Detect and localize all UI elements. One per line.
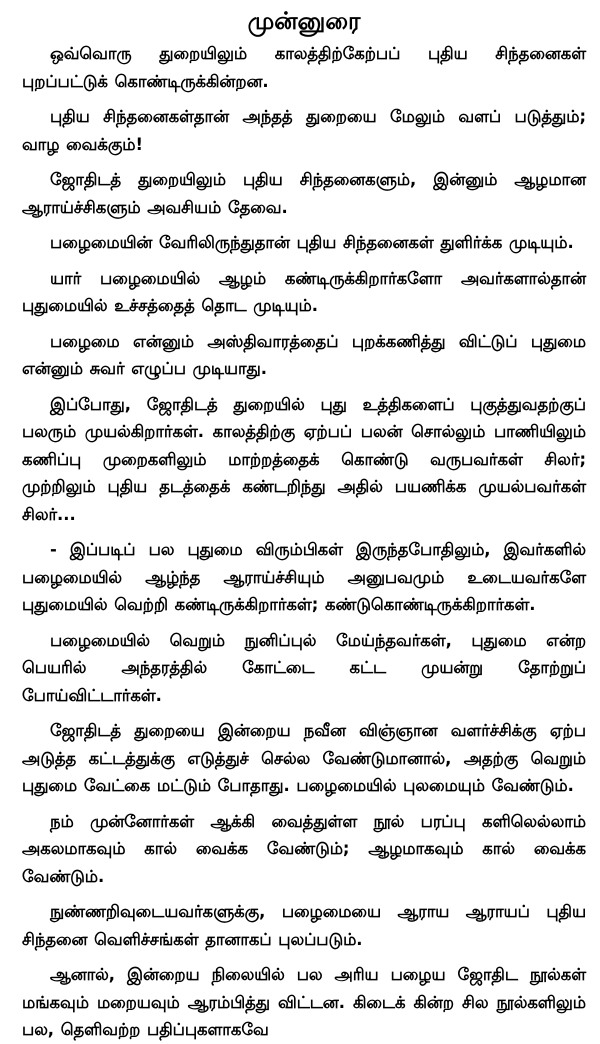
- paragraph: ஜோதிடத் துறையிலும் புதிய சிந்தனைகளும், இன்னும் ஆழமான ஆராய்ச்சிகளும் அவசியம் தேவை.: [22, 170, 586, 217]
- paragraph: பழைமையின் வேரிலிருந்துதான் புதிய சிந்தனைகள் துளிர்க்க முடியும்.: [50, 233, 574, 252]
- paragraph: - இப்படிப் பல புதுமை விரும்பிகள் இருந்தபோதிலும், இவர்களில் பழைமையில் ஆழ்ந்த ஆராய்ச்சியும் அனுபவமும் உடையவர்களே புதுமையில் வெற்றி கண்டிருக்கிறார்கள்; கண்டுகொண்டிருக்கிறார்கள்.: [22, 540, 586, 614]
- paragraph: இப்போது, ஜோதிடத் துறையில் புது உத்திகளைப் புகுத்துவதற்குப் பலரும் முயல்கிறார்கள். காலத்திற்கு ஏற்பப் பலன் சொல்லும் பாணியிலும் கணிப்பு முறைகளிலும் மாற்றத்தைக் கொண்டு வருபவர்கள் சிலர்; முற்றிலும் புதிய தடத்தைக் கண்டறிந்து அதில் பயணிக்க முயல்பவர்கள் சிலர்...: [22, 394, 586, 524]
- paragraph: நுண்ணறிவுடையவர்களுக்கு, பழைமையை ஆராய ஆராயப் புதிய சிந்தனை வெளிச்சங்கள் தானாகப் புலப்படும்.: [22, 902, 586, 949]
- paragraph: ஒவ்வொரு துறையிலும் காலத்திற்கேற்பப் புதிய சிந்தனைகள் புறப்பட்டுக் கொண்டிருக்கின்றன.: [22, 44, 586, 91]
- paragraph: ஆனால், இன்றைய நிலையில் பல அரிய பழைய ஜோதிட நூல்கள் மங்கவும் மறையவும் ஆரம்பித்து விட்டன. கிடைக் கின்ற சில நூல்களிலும் பல, தெளிவற்ற பதிப்புகளாகவே: [22, 965, 586, 1039]
- paragraph: யார் பழைமையில் ஆழம் கண்டிருக்கிறார்களோ அவர்களால்தான் புதுமையில் உச்சத்தைத் தொட முடியும்.: [22, 268, 586, 315]
- paragraph: நம் முன்னோர்கள் ஆக்கி வைத்துள்ள நூல் பரப்பு களிலெல்லாம் அகலமாகவும் கால் வைக்க வேண்டும்; ஆழமாகவும் கால் வைக்க வேண்டும்.: [22, 811, 586, 886]
- paragraph: புதிய சிந்தனைகள்தான் அந்தத் துறையை மேலும் வளப் படுத்தும்; வாழ வைக்கும்!: [22, 107, 586, 154]
- paragraph: பழைமை என்னும் அஸ்திவாரத்தைப் புறக்கணித்து விட்டுப் புதுமை என்னும் சுவர் எழுப்ப முடியாது.: [22, 331, 586, 378]
- page-title: முன்னுரை: [247, 7, 361, 35]
- paragraph: ஜோதிடத் துறையை இன்றைய நவீன விஞ்ஞான வளர்ச்சிக்கு ஏற்ப அடுத்த கட்டத்துக்கு எடுத்துச் செல்ல வேண்டுமானால், அதற்கு வெறும் புதுமை வேட்கை மட்டும் போதாது. பழைமையில் புலமையும் வேண்டும்.: [22, 721, 586, 795]
- paragraph: பழைமையில் வெறும் நுனிப்புல் மேய்ந்தவர்கள், புதுமை என்ற பெயரில் அந்தரத்தில் கோட்டை கட்ட முயன்று தோற்றுப் போய்விட்டார்கள்.: [22, 630, 586, 705]
